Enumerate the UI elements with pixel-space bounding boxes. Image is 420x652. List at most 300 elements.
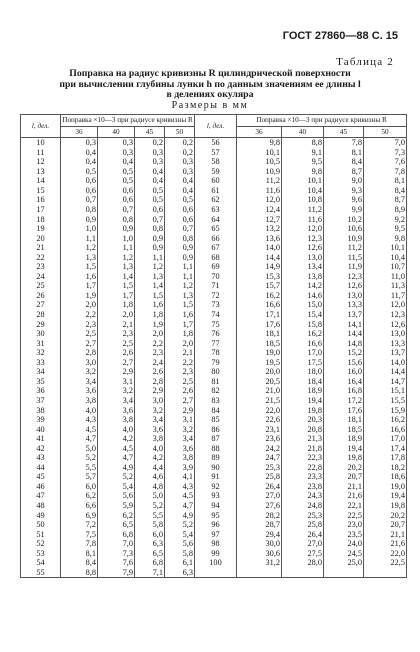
correction-value-left: 0,2 xyxy=(165,138,195,148)
correction-value-left: 2,0 xyxy=(61,300,98,310)
correction-value-left: 2,7 xyxy=(98,358,135,368)
l-value-right: 76 xyxy=(195,329,237,339)
correction-value-right: 20,5 xyxy=(237,377,282,387)
l-value-right: 99 xyxy=(195,549,237,559)
table-row xyxy=(21,138,407,148)
correction-value-left: 1,2 xyxy=(165,281,195,291)
l-value-left: 27 xyxy=(21,300,61,310)
correction-value-left: 0,4 xyxy=(98,157,135,167)
correction-value-left: 4,0 xyxy=(98,425,135,435)
correction-value-right: 13,3 xyxy=(364,339,407,349)
correction-value-right: 15,3 xyxy=(237,272,282,282)
table-number: Таблица 2 xyxy=(336,56,394,68)
correction-value-right: 8,1 xyxy=(364,176,407,186)
correction-value-right: 8,1 xyxy=(324,148,364,158)
table-row xyxy=(21,215,407,225)
correction-value-left: 2,0 xyxy=(98,310,135,320)
correction-value-left: 0,2 xyxy=(135,138,165,148)
correction-value-left: 5,5 xyxy=(61,463,98,473)
correction-value-left: 8,4 xyxy=(61,558,98,568)
correction-value-left: 6,9 xyxy=(61,511,98,521)
correction-value-right: 19,4 xyxy=(324,444,364,454)
correction-value-left: 1,5 xyxy=(98,281,135,291)
correction-value-right: 14,0 xyxy=(237,243,282,253)
correction-value-right: 22,0 xyxy=(237,406,282,416)
correction-value-left: 4,7 xyxy=(165,501,195,511)
l-value-left: 13 xyxy=(21,167,61,177)
l-value-right: 85 xyxy=(195,415,237,425)
correction-value-left: 3,2 xyxy=(135,406,165,416)
l-value-right: 97 xyxy=(195,530,237,540)
correction-value-right: 20,7 xyxy=(324,472,364,482)
correction-value-left: 2,3 xyxy=(61,320,98,330)
l-value-right: 66 xyxy=(195,234,237,244)
correction-value-right: 22,6 xyxy=(237,415,282,425)
correction-value-left: 5,0 xyxy=(61,444,98,454)
table-row xyxy=(21,300,407,310)
correction-value-right: 17,1 xyxy=(237,310,282,320)
correction-value-right: 11,5 xyxy=(324,253,364,263)
l-value-right: 61 xyxy=(195,186,237,196)
correction-value-right: 21,8 xyxy=(282,444,324,454)
correction-value-right: 18,2 xyxy=(364,463,407,473)
table-row xyxy=(21,281,407,291)
correction-value-left: 5,4 xyxy=(98,482,135,492)
correction-value-right: 19,4 xyxy=(282,396,324,406)
correction-value-left: 0,6 xyxy=(98,195,135,205)
correction-value-right: 16,0 xyxy=(324,367,364,377)
l-value-right: 69 xyxy=(195,262,237,272)
correction-value-right: 18,1 xyxy=(237,329,282,339)
l-value-right: 89 xyxy=(195,453,237,463)
correction-value-left: 4,7 xyxy=(98,453,135,463)
correction-value-right: 25,8 xyxy=(282,520,324,530)
table-row xyxy=(21,434,407,444)
correction-value-left: 7,2 xyxy=(61,520,98,530)
correction-value-right: 26,4 xyxy=(282,530,324,540)
caption-line-2: при вычислении глубины лунки h по данным значениям ее длины l xyxy=(59,78,361,90)
correction-value-right: 18,1 xyxy=(324,415,364,425)
l-value-left: 23 xyxy=(21,262,61,272)
correction-value-right: 21,1 xyxy=(324,482,364,492)
correction-value-left: 0,5 xyxy=(165,195,195,205)
table-row xyxy=(21,186,407,196)
correction-value-left: 3,6 xyxy=(98,406,135,416)
correction-value-right: 11,9 xyxy=(324,262,364,272)
correction-value-left: 3,8 xyxy=(135,434,165,444)
caption-line-1: Поправка на радиус кривизны R цилиндрической поверхности xyxy=(69,68,351,79)
l-value-left: 30 xyxy=(21,329,61,339)
correction-value-right xyxy=(324,568,364,578)
l-value-right: 79 xyxy=(195,358,237,368)
correction-value-left: 6,0 xyxy=(61,482,98,492)
correction-value-right: 7,3 xyxy=(364,148,407,158)
correction-value-left: 0,7 xyxy=(98,205,135,215)
l-column-header-right: l, дел. xyxy=(195,115,237,138)
correction-value-left: 7,0 xyxy=(98,539,135,549)
l-value-right: 70 xyxy=(195,272,237,282)
correction-value-left: 0,4 xyxy=(165,186,195,196)
correction-value-right: 21,6 xyxy=(364,539,407,549)
correction-value-right: 14,1 xyxy=(324,320,364,330)
correction-value-right: 25,3 xyxy=(282,511,324,521)
correction-value-left: 3,4 xyxy=(61,377,98,387)
correction-value-right: 20,8 xyxy=(282,425,324,435)
correction-value-right: 18,4 xyxy=(282,377,324,387)
correction-value-right: 9,8 xyxy=(364,234,407,244)
correction-value-left: 8,1 xyxy=(61,549,98,559)
page-header: ГОСТ 27860—88 С. 15 xyxy=(282,30,398,42)
table-row xyxy=(21,243,407,253)
l-value-left: 45 xyxy=(21,472,61,482)
l-value-left: 15 xyxy=(21,186,61,196)
table-row xyxy=(21,530,407,540)
table-row xyxy=(21,558,407,568)
l-value-left: 22 xyxy=(21,253,61,263)
correction-value-left: 6,3 xyxy=(135,539,165,549)
correction-value-right: 24,0 xyxy=(324,539,364,549)
correction-value-right: 31,2 xyxy=(237,558,282,568)
correction-value-left: 4,4 xyxy=(135,463,165,473)
l-value-left: 33 xyxy=(21,358,61,368)
correction-value-left: 5,8 xyxy=(135,520,165,530)
l-value-right: 74 xyxy=(195,310,237,320)
l-value-right: 96 xyxy=(195,520,237,530)
correction-value-right: 9,2 xyxy=(364,215,407,225)
correction-value-left: 7,9 xyxy=(98,568,135,578)
l-value-right: 90 xyxy=(195,463,237,473)
correction-value-right: 19,8 xyxy=(282,406,324,416)
correction-value-right: 15,0 xyxy=(282,300,324,310)
l-value-left: 40 xyxy=(21,425,61,435)
correction-value-left: 2,7 xyxy=(165,396,195,406)
correction-value-right: 13,3 xyxy=(324,300,364,310)
correction-value-right: 14,4 xyxy=(324,329,364,339)
correction-value-left: 1,8 xyxy=(135,310,165,320)
table-row xyxy=(21,444,407,454)
l-value-left: 31 xyxy=(21,339,61,349)
correction-value-right: 28,7 xyxy=(237,520,282,530)
l-value-right: 91 xyxy=(195,472,237,482)
correction-value-right: 23,1 xyxy=(237,425,282,435)
correction-value-left: 4,6 xyxy=(135,472,165,482)
correction-value-left: 4,1 xyxy=(165,472,195,482)
table-row xyxy=(21,224,407,234)
table-row xyxy=(21,482,407,492)
correction-value-left: 0,6 xyxy=(135,205,165,215)
correction-value-right: 20,7 xyxy=(364,520,407,530)
correction-header-left: Поправка ×10—3 при радиусе кривизны R xyxy=(61,115,195,127)
correction-value-left: 0,3 xyxy=(98,148,135,158)
correction-value-left: 2,8 xyxy=(61,348,98,358)
correction-value-left: 1,6 xyxy=(135,300,165,310)
correction-value-right: 14,4 xyxy=(237,253,282,263)
correction-value-left: 1,3 xyxy=(135,272,165,282)
correction-value-left: 5,6 xyxy=(98,491,135,501)
correction-value-right: 21,5 xyxy=(237,396,282,406)
correction-value-left: 1,3 xyxy=(98,262,135,272)
l-column-header-left: l, дел. xyxy=(21,115,61,138)
table-row xyxy=(21,415,407,425)
correction-value-right: 16,6 xyxy=(364,425,407,435)
l-value-left: 52 xyxy=(21,539,61,549)
correction-value-left: 0,4 xyxy=(135,176,165,186)
correction-value-left: 2,5 xyxy=(61,329,98,339)
correction-value-left: 2,9 xyxy=(135,386,165,396)
table-row xyxy=(21,358,407,368)
l-value-right: 88 xyxy=(195,444,237,454)
correction-value-left: 0,5 xyxy=(61,167,98,177)
correction-value-left: 0,3 xyxy=(61,138,98,148)
correction-value-left: 0,7 xyxy=(61,195,98,205)
table-row xyxy=(21,157,407,167)
l-value-right xyxy=(195,568,237,578)
l-value-left: 36 xyxy=(21,386,61,396)
l-value-left: 18 xyxy=(21,215,61,225)
correction-value-right: 16,2 xyxy=(364,415,407,425)
correction-value-right: 13,4 xyxy=(282,262,324,272)
correction-value-left: 0,9 xyxy=(135,243,165,253)
correction-value-right: 14,0 xyxy=(364,358,407,368)
correction-value-left: 0,9 xyxy=(98,224,135,234)
correction-value-left: 0,9 xyxy=(165,253,195,263)
correction-value-right: 17,2 xyxy=(324,396,364,406)
correction-value-right: 28,0 xyxy=(282,558,324,568)
correction-value-left: 4,5 xyxy=(98,444,135,454)
correction-value-right: 18,9 xyxy=(324,434,364,444)
correction-value-right: 12,6 xyxy=(282,243,324,253)
l-value-left: 46 xyxy=(21,482,61,492)
correction-value-right: 24,5 xyxy=(324,549,364,559)
correction-value-right: 11,2 xyxy=(282,205,324,215)
correction-value-right: 9,0 xyxy=(324,176,364,186)
l-value-right: 72 xyxy=(195,291,237,301)
correction-value-left: 0,3 xyxy=(165,157,195,167)
correction-value-right: 28,2 xyxy=(237,511,282,521)
l-value-left: 35 xyxy=(21,377,61,387)
correction-value-left: 0,3 xyxy=(135,148,165,158)
correction-value-left: 0,5 xyxy=(98,176,135,186)
correction-value-right: 10,4 xyxy=(364,253,407,263)
correction-value-right: 16,4 xyxy=(324,377,364,387)
correction-value-left: 2,6 xyxy=(98,348,135,358)
table-row xyxy=(21,367,407,377)
correction-value-left: 1,2 xyxy=(61,243,98,253)
correction-value-left: 0,6 xyxy=(165,215,195,225)
correction-value-left: 5,2 xyxy=(165,520,195,530)
correction-value-right: 12,0 xyxy=(364,300,407,310)
table-row xyxy=(21,520,407,530)
l-value-right: 75 xyxy=(195,320,237,330)
correction-value-left: 0,3 xyxy=(165,167,195,177)
table-row xyxy=(21,539,407,549)
l-value-right: 87 xyxy=(195,434,237,444)
correction-value-left: 0,9 xyxy=(165,243,195,253)
radius-header: 45 xyxy=(324,126,364,138)
correction-value-left: 2,2 xyxy=(165,358,195,368)
correction-value-right: 7,6 xyxy=(364,157,407,167)
table-caption xyxy=(0,69,420,101)
correction-value-left: 1,1 xyxy=(165,272,195,282)
correction-value-left: 1,1 xyxy=(165,262,195,272)
correction-value-left: 3,0 xyxy=(61,358,98,368)
table-row xyxy=(21,549,407,559)
correction-value-left: 7,8 xyxy=(61,539,98,549)
correction-value-left: 0,3 xyxy=(135,157,165,167)
correction-value-left: 2,8 xyxy=(135,377,165,387)
correction-value-left: 2,6 xyxy=(165,386,195,396)
correction-value-right: 19,0 xyxy=(237,348,282,358)
correction-value-left: 5,7 xyxy=(61,472,98,482)
l-value-left: 17 xyxy=(21,205,61,215)
correction-value-left: 0,2 xyxy=(165,148,195,158)
correction-value-left: 3,2 xyxy=(165,425,195,435)
correction-value-left: 0,4 xyxy=(135,167,165,177)
l-value-left: 47 xyxy=(21,491,61,501)
correction-value-left: 2,6 xyxy=(135,367,165,377)
radius-header: 40 xyxy=(282,126,324,138)
correction-value-left: 3,1 xyxy=(165,415,195,425)
correction-value-right: 15,5 xyxy=(364,396,407,406)
correction-value-right: 15,6 xyxy=(324,358,364,368)
correction-value-right: 9,5 xyxy=(282,157,324,167)
correction-value-right: 10,4 xyxy=(282,186,324,196)
correction-value-right: 13,0 xyxy=(282,253,324,263)
l-value-right: 68 xyxy=(195,253,237,263)
correction-value-right: 12,0 xyxy=(237,195,282,205)
correction-value-left: 6,5 xyxy=(135,549,165,559)
l-value-left: 14 xyxy=(21,176,61,186)
correction-value-left: 0,5 xyxy=(135,195,165,205)
table-row xyxy=(21,167,407,177)
l-value-left: 41 xyxy=(21,434,61,444)
l-value-left: 29 xyxy=(21,320,61,330)
l-value-left: 32 xyxy=(21,348,61,358)
radius-header: 36 xyxy=(237,126,282,138)
correction-value-right: 18,5 xyxy=(237,339,282,349)
correction-value-right: 25,0 xyxy=(324,558,364,568)
correction-value-right: 10,2 xyxy=(324,215,364,225)
correction-value-left: 1,4 xyxy=(98,272,135,282)
correction-value-right: 10,9 xyxy=(237,167,282,177)
table-row xyxy=(21,348,407,358)
correction-value-left: 3,6 xyxy=(135,425,165,435)
correction-value-left: 2,7 xyxy=(61,339,98,349)
table-row xyxy=(21,491,407,501)
correction-value-left: 3,2 xyxy=(98,386,135,396)
table-row xyxy=(21,396,407,406)
l-value-right: 100 xyxy=(195,558,237,568)
l-value-left: 34 xyxy=(21,367,61,377)
correction-value-right: 9,6 xyxy=(324,195,364,205)
correction-value-right: 11,0 xyxy=(364,272,407,282)
correction-value-left: 3,6 xyxy=(165,444,195,454)
correction-value-left: 0,5 xyxy=(98,167,135,177)
correction-value-right: 8,8 xyxy=(282,138,324,148)
correction-value-left: 3,9 xyxy=(165,463,195,473)
correction-value-left: 6,2 xyxy=(98,511,135,521)
l-value-left: 42 xyxy=(21,444,61,454)
correction-value-left: 0,5 xyxy=(135,186,165,196)
table-row xyxy=(21,291,407,301)
correction-value-right: 21,3 xyxy=(282,434,324,444)
correction-value-right: 22,0 xyxy=(364,549,407,559)
correction-value-right: 16,6 xyxy=(282,339,324,349)
correction-value-right: 9,8 xyxy=(237,138,282,148)
correction-value-right: 16,2 xyxy=(282,329,324,339)
correction-value-right: 20,3 xyxy=(282,415,324,425)
correction-value-right: 7,8 xyxy=(364,167,407,177)
correction-value-right: 11,6 xyxy=(282,215,324,225)
correction-value-left: 0,9 xyxy=(61,215,98,225)
table-row xyxy=(21,339,407,349)
correction-value-right: 21,6 xyxy=(324,491,364,501)
correction-value-left: 5,9 xyxy=(98,501,135,511)
table-row xyxy=(21,501,407,511)
l-value-left: 16 xyxy=(21,195,61,205)
correction-value-right: 24,3 xyxy=(282,491,324,501)
correction-value-left: 6,8 xyxy=(135,558,165,568)
correction-value-right: 8,7 xyxy=(324,167,364,177)
correction-value-left: 2,3 xyxy=(98,329,135,339)
correction-value-right: 22,5 xyxy=(364,558,407,568)
correction-value-right: 19,4 xyxy=(364,491,407,501)
correction-value-left: 6,6 xyxy=(61,501,98,511)
correction-value-right: 14,2 xyxy=(282,281,324,291)
l-value-right: 67 xyxy=(195,243,237,253)
correction-value-right: 19,8 xyxy=(364,501,407,511)
correction-value-left: 4,2 xyxy=(98,434,135,444)
correction-value-left: 1,4 xyxy=(135,281,165,291)
table-row xyxy=(21,253,407,263)
correction-value-left: 4,3 xyxy=(165,482,195,492)
correction-value-left: 6,2 xyxy=(61,491,98,501)
correction-value-right: 17,0 xyxy=(364,434,407,444)
correction-value-left: 0,7 xyxy=(135,215,165,225)
correction-value-left: 2,9 xyxy=(165,406,195,416)
l-value-right: 71 xyxy=(195,281,237,291)
l-value-right: 98 xyxy=(195,539,237,549)
correction-value-right: 30,0 xyxy=(237,539,282,549)
l-value-left: 21 xyxy=(21,243,61,253)
l-value-left: 53 xyxy=(21,549,61,559)
correction-value-left: 0,4 xyxy=(61,148,98,158)
correction-value-left: 1,6 xyxy=(165,310,195,320)
correction-value-right: 15,2 xyxy=(324,348,364,358)
correction-value-right: 7,8 xyxy=(324,138,364,148)
l-value-left: 37 xyxy=(21,396,61,406)
correction-value-right: 16,8 xyxy=(324,386,364,396)
correction-value-right: 10,9 xyxy=(324,234,364,244)
table-row xyxy=(21,425,407,435)
correction-value-left: 7,3 xyxy=(98,549,135,559)
l-value-left: 55 xyxy=(21,568,61,578)
correction-value-right: 12,3 xyxy=(364,310,407,320)
correction-value-right: 10,7 xyxy=(364,262,407,272)
correction-value-right: 13,7 xyxy=(324,310,364,320)
correction-value-left: 0,6 xyxy=(61,176,98,186)
l-value-right: 56 xyxy=(195,138,237,148)
correction-value-right: 20,2 xyxy=(364,511,407,521)
correction-value-right: 23,5 xyxy=(324,530,364,540)
table-row xyxy=(21,234,407,244)
l-value-right: 78 xyxy=(195,348,237,358)
correction-value-right: 9,5 xyxy=(364,224,407,234)
correction-value-right: 11,2 xyxy=(324,243,364,253)
correction-value-right: 10,1 xyxy=(364,243,407,253)
correction-value-right: 10,1 xyxy=(237,148,282,158)
correction-value-left: 0,8 xyxy=(98,215,135,225)
